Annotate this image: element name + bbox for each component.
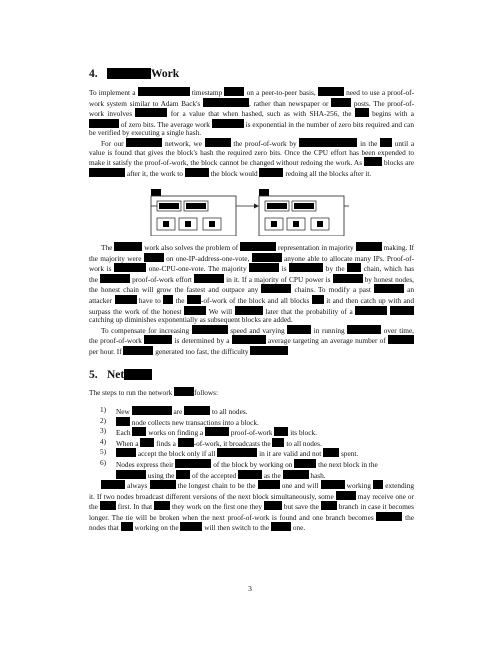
redaction-bar xyxy=(259,168,283,177)
redaction-bar xyxy=(390,306,414,315)
redaction-bar xyxy=(252,253,282,262)
text-span: but save the xyxy=(283,502,319,512)
section-5-intro xyxy=(89,387,414,398)
text-span: working on the xyxy=(134,523,179,533)
redaction-bar xyxy=(100,501,116,510)
redaction-bar xyxy=(312,295,324,304)
text-span: the nodes that xyxy=(89,512,414,533)
text-span: speed and varying xyxy=(230,325,285,335)
redaction-bar xyxy=(132,427,146,436)
text-span: spent. xyxy=(340,449,359,459)
redaction-bar xyxy=(123,346,153,355)
text-span: for a value that when hashed, such as with SHA-256, the xyxy=(170,109,352,119)
redaction-bar xyxy=(289,263,323,272)
redaction-bar xyxy=(364,157,382,166)
arrow-head-icon xyxy=(254,204,259,209)
text-span: network, we xyxy=(164,138,202,148)
block-2 xyxy=(259,189,344,236)
redaction-bar xyxy=(144,253,164,262)
text-span: per hour. If xyxy=(89,346,122,356)
text-span: the xyxy=(175,295,185,305)
redaction-bar xyxy=(124,369,152,380)
redaction-bar xyxy=(240,242,276,251)
text-span: to all nodes. xyxy=(212,407,248,416)
redaction-bar xyxy=(126,138,162,147)
text-span: proof-of-work effort xyxy=(132,274,192,284)
text-span: need to use a proof-of-work system similar to Adam Back's xyxy=(89,88,415,108)
text-span: later that the probability of a xyxy=(265,306,353,316)
text-span: generated too fast, the difficulty xyxy=(155,346,249,356)
redaction-bar xyxy=(321,480,345,489)
block-1 xyxy=(151,189,236,236)
redaction-bar xyxy=(294,459,316,468)
redaction-bar xyxy=(287,325,311,334)
text-span: works on finding a xyxy=(148,428,204,438)
block-2-label-redaction xyxy=(259,189,269,196)
redaction-bar xyxy=(159,203,179,209)
section-4-paragraph-3 xyxy=(89,242,414,357)
text-span: The xyxy=(101,243,113,252)
redaction-bar xyxy=(250,346,288,355)
text-span: as the xyxy=(263,470,281,480)
redaction-bar xyxy=(89,119,119,128)
redaction-bar xyxy=(116,448,136,457)
list-item xyxy=(100,438,400,449)
text-span: first. In that xyxy=(117,502,153,512)
redaction-bar xyxy=(235,306,263,315)
text-span: by the xyxy=(325,264,345,274)
step-number: 5) xyxy=(100,447,107,457)
text-span: Proof-of-work is xyxy=(89,253,415,274)
text-span: To implement a xyxy=(89,88,136,97)
step-number: 6) xyxy=(100,457,107,467)
redaction-bar xyxy=(186,203,206,209)
section-4-number: 4. xyxy=(89,68,98,80)
step-number: 3) xyxy=(100,426,107,436)
redaction-bar xyxy=(185,221,191,227)
text-span: is xyxy=(281,264,287,274)
text-span: to all nodes. xyxy=(286,438,322,448)
text-span: accept the block only if all xyxy=(137,449,216,459)
redaction-bar xyxy=(258,480,280,489)
page-number: 3 xyxy=(248,584,252,593)
text-span: timestamp xyxy=(191,88,223,97)
redaction-bar xyxy=(336,491,356,500)
redaction-bar xyxy=(194,274,224,283)
text-span: hash. xyxy=(310,470,326,480)
redaction-bar xyxy=(144,335,172,344)
redaction-bar xyxy=(271,221,277,227)
text-span: in the xyxy=(360,138,378,148)
text-span: by honest nodes, the honest chain will grow the fastest and outpace any xyxy=(89,274,414,295)
text-span: one-CPU-one-vote. The majority xyxy=(148,264,247,274)
redaction-bar xyxy=(185,168,209,177)
text-span: until a value is found that gives the block's hash the required zero bits. Once the CPU effort has been expended to make it satisfy the proof-of-work, the block cannot be changed without redoing the work. As xyxy=(89,138,415,168)
redaction-bar xyxy=(374,284,404,293)
text-span: in running xyxy=(313,325,345,335)
redaction-bar xyxy=(299,138,357,147)
text-span: of the block by working on xyxy=(213,459,293,469)
text-span: blocks are xyxy=(384,158,414,168)
redaction-bar xyxy=(209,221,215,227)
redaction-bar xyxy=(264,501,282,510)
text-span: work also solves the problem of xyxy=(144,243,239,252)
redaction-bar xyxy=(132,406,172,415)
redaction-bar xyxy=(205,427,229,436)
text-span: in it are valid and not xyxy=(259,449,322,459)
redaction-bar xyxy=(224,87,244,96)
text-span: node collects new transactions into a block. xyxy=(131,417,259,427)
text-span: , rather than newspaper or xyxy=(248,98,329,108)
text-span: representation in majority xyxy=(278,243,354,252)
text-span: is exponential in the number of zero bits required and can be verified by executing a single hash. xyxy=(89,119,414,138)
section-5-closing-paragraph xyxy=(89,480,414,533)
redaction-bar xyxy=(192,325,228,334)
redaction-bar xyxy=(232,335,266,344)
text-span: For our xyxy=(101,138,124,148)
text-span: begins with a xyxy=(372,109,414,119)
redaction-bar xyxy=(318,87,344,96)
text-span: Nodes express their xyxy=(116,459,174,469)
redaction-bar xyxy=(184,306,206,315)
redaction-bar xyxy=(163,295,173,304)
list-item xyxy=(100,459,400,480)
text-span: New xyxy=(116,407,130,416)
redaction-bar xyxy=(321,501,337,510)
text-span: of zero bits. The average work xyxy=(120,119,210,129)
redaction-bar xyxy=(116,470,146,479)
text-span: one and will xyxy=(281,481,319,490)
redaction-bar xyxy=(89,168,125,177)
redaction-bar xyxy=(135,108,167,117)
redaction-bar xyxy=(376,512,402,521)
redaction-bar xyxy=(121,522,133,531)
redaction-bar xyxy=(138,87,190,96)
text-span: in it. If a majority of CPU power is xyxy=(226,274,331,284)
text-span: When a xyxy=(116,438,139,448)
redaction-bar xyxy=(212,119,244,128)
redaction-bar xyxy=(180,522,202,531)
text-span: will then switch to the xyxy=(204,523,270,533)
redaction-bar xyxy=(388,335,414,344)
redaction-bar xyxy=(293,221,299,227)
text-span: one. xyxy=(292,523,306,533)
redaction-bar xyxy=(140,438,154,447)
text-span: is determined by a xyxy=(174,336,230,346)
text-span: chains. To modify a past xyxy=(294,285,371,295)
text-span: on a peer-to-peer basis, xyxy=(246,88,316,97)
list-item xyxy=(100,448,400,459)
block-1-label-redaction xyxy=(151,189,161,196)
text-span: on one-IP-address-one-vote, xyxy=(166,253,250,263)
text-span: may receive one or the xyxy=(89,491,414,512)
blockchain-diagram xyxy=(150,188,350,236)
redaction-bar xyxy=(271,522,291,531)
text-span: -of-work of the block and all blocks xyxy=(200,295,310,305)
text-span: of the accepted xyxy=(192,470,237,480)
text-span: using the xyxy=(147,470,175,480)
redaction-bar xyxy=(238,470,262,479)
redaction-bar xyxy=(203,98,249,107)
redaction-bar xyxy=(317,221,323,227)
section-5-heading xyxy=(89,369,152,381)
section-5-number: 5. xyxy=(89,369,98,381)
text-span: over time, the proof-of-work xyxy=(89,325,415,346)
redaction-bar xyxy=(380,138,392,147)
text-span: an attacker xyxy=(89,285,415,305)
text-span: -of-work, it broadcasts the xyxy=(193,438,271,448)
text-span: average targeting an average number of xyxy=(268,336,386,346)
redaction-bar xyxy=(114,242,142,251)
redaction-bar xyxy=(150,480,176,489)
text-span: the longest chain to be the xyxy=(177,481,256,490)
text-span: To compensate for increasing xyxy=(101,325,190,335)
redaction-bar xyxy=(274,427,288,436)
text-span: catching up diminishes exponentially as subsequent blocks are added. xyxy=(89,315,293,325)
section-4-heading xyxy=(89,68,179,80)
redaction-bar xyxy=(184,406,210,415)
redaction-bar xyxy=(100,274,130,283)
redaction-bar xyxy=(355,306,387,315)
section-5-title: Net xyxy=(107,369,125,381)
text-span: branch in case it becomes longer. The tie will be broken when the next proof-of-work is found and one branch becomes xyxy=(89,502,414,522)
text-span: the block would xyxy=(210,168,258,178)
redaction-bar xyxy=(205,138,231,147)
redaction-bar xyxy=(115,295,137,304)
text-span: follows: xyxy=(194,388,219,397)
redaction-bar xyxy=(249,263,279,272)
redaction-bar xyxy=(347,325,381,334)
redaction-bar xyxy=(323,448,339,457)
text-span: its block. xyxy=(290,428,318,438)
text-span: We will xyxy=(208,306,233,316)
redaction-bar xyxy=(163,221,169,227)
list-item xyxy=(100,427,400,438)
redaction-bar xyxy=(261,284,291,293)
text-span: it and then catch up with and surpass the work of the honest xyxy=(89,295,414,316)
text-span: posts. The proof-of-work involves xyxy=(89,98,415,119)
redaction-bar xyxy=(187,295,201,304)
redaction-bar xyxy=(101,480,125,489)
section-4-paragraph-1 xyxy=(89,87,414,178)
text-span: they work on the first one they xyxy=(171,502,263,512)
text-span: The steps to run the network xyxy=(89,388,173,397)
redaction-bar xyxy=(347,263,361,272)
text-span: the proof-of-work by xyxy=(233,138,297,148)
step-number: 4) xyxy=(100,436,107,446)
text-span: extending it. If two nodes broadcast different versions of the next block simultaneously, some xyxy=(89,481,415,501)
text-span: chain, which has the xyxy=(89,264,415,284)
text-span: always xyxy=(127,481,148,490)
text-span: proof-of-work xyxy=(230,428,273,438)
text-span: anyone able to allocate many IPs. xyxy=(283,253,385,263)
step-number: 1) xyxy=(100,405,107,414)
redaction-bar xyxy=(331,98,351,107)
redaction-bar xyxy=(175,459,211,468)
list-item xyxy=(100,417,400,428)
text-span: the next block in the xyxy=(318,459,378,469)
steps-list xyxy=(100,406,400,480)
text-span: Each xyxy=(116,428,131,438)
text-span: after it, the work to xyxy=(126,168,183,178)
redaction-bar xyxy=(272,438,284,447)
redaction-bar xyxy=(176,470,190,479)
redaction-bar xyxy=(373,480,383,489)
text-span: making. If the majority were xyxy=(89,243,415,263)
text-span: have to xyxy=(138,295,161,305)
redaction-bar xyxy=(283,470,309,479)
redaction-bar xyxy=(107,68,151,79)
redaction-bar xyxy=(154,501,170,510)
text-span: finds a xyxy=(156,438,176,448)
redaction-bar xyxy=(174,387,194,396)
redaction-bar xyxy=(114,263,146,272)
text-span: are xyxy=(173,407,183,416)
redaction-bar xyxy=(333,274,363,283)
redaction-bar xyxy=(355,108,369,117)
redaction-bar xyxy=(267,203,287,209)
text-span: redoing all the blocks after it. xyxy=(285,168,372,178)
redaction-bar xyxy=(356,242,382,251)
redaction-bar xyxy=(116,417,130,426)
section-4-title: Work xyxy=(151,68,180,80)
text-span: working xyxy=(346,481,371,490)
step-number: 2) xyxy=(100,415,107,425)
redaction-bar xyxy=(178,438,194,447)
list-item xyxy=(100,406,400,417)
redaction-bar xyxy=(217,448,257,457)
redaction-bar xyxy=(294,203,314,209)
